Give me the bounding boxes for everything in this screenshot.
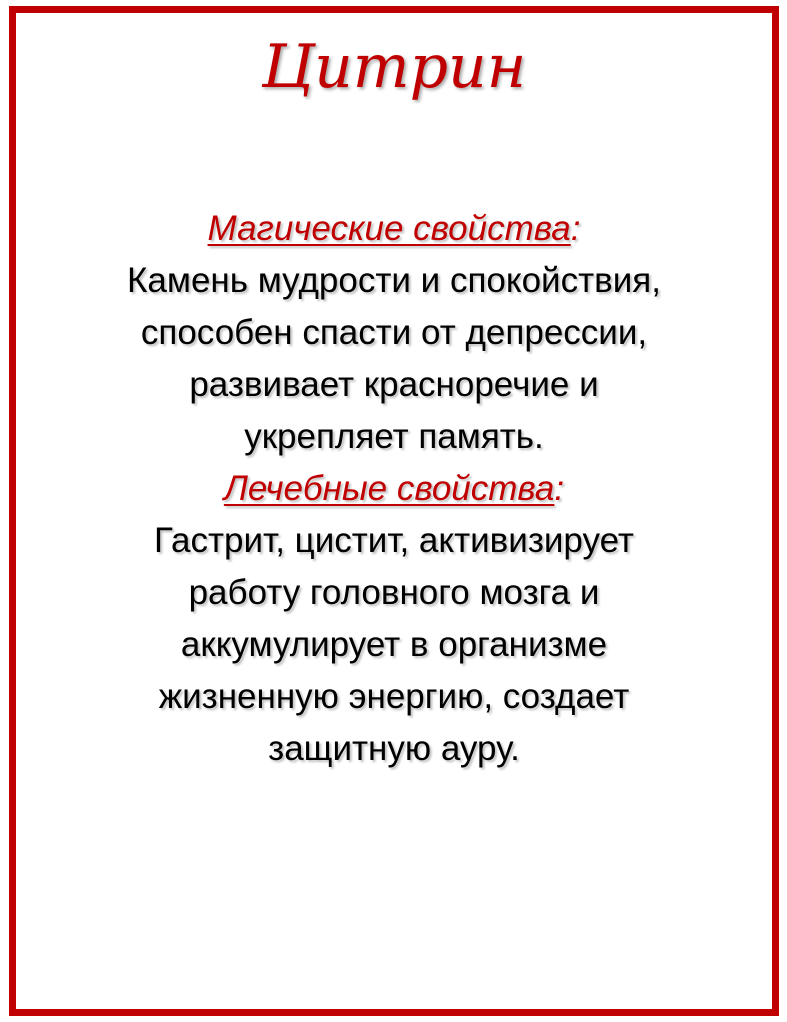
magic-properties-heading-text: Магические свойства — [207, 209, 571, 248]
content-block — [16, 203, 772, 775]
magic-properties-heading — [16, 203, 772, 255]
red-border-frame — [9, 6, 779, 1016]
healing-properties-heading — [16, 463, 772, 515]
healing-properties-colon: : — [554, 469, 565, 508]
healing-line-5: защитную ауру. — [268, 729, 520, 768]
healing-properties-heading-text: Лечебные свойства — [223, 469, 555, 508]
healing-line-1: Гастрит, цистит, активизирует — [154, 521, 634, 560]
magic-line-1: Камень мудрости и спокойствия, — [127, 261, 661, 300]
magic-properties-colon: : — [570, 209, 581, 248]
page-title: Цитрин — [261, 32, 527, 102]
healing-line-4: жизненную энергию, создает — [158, 677, 630, 716]
magic-line-3: развивает красноречие и — [189, 365, 599, 404]
healing-line-3: аккумулирует в организме — [180, 625, 608, 664]
magic-line-4: укрепляет память. — [244, 417, 544, 456]
healing-line-2: работу головного мозга и — [188, 573, 600, 612]
magic-line-2: способен спасти от депрессии, — [140, 313, 648, 352]
